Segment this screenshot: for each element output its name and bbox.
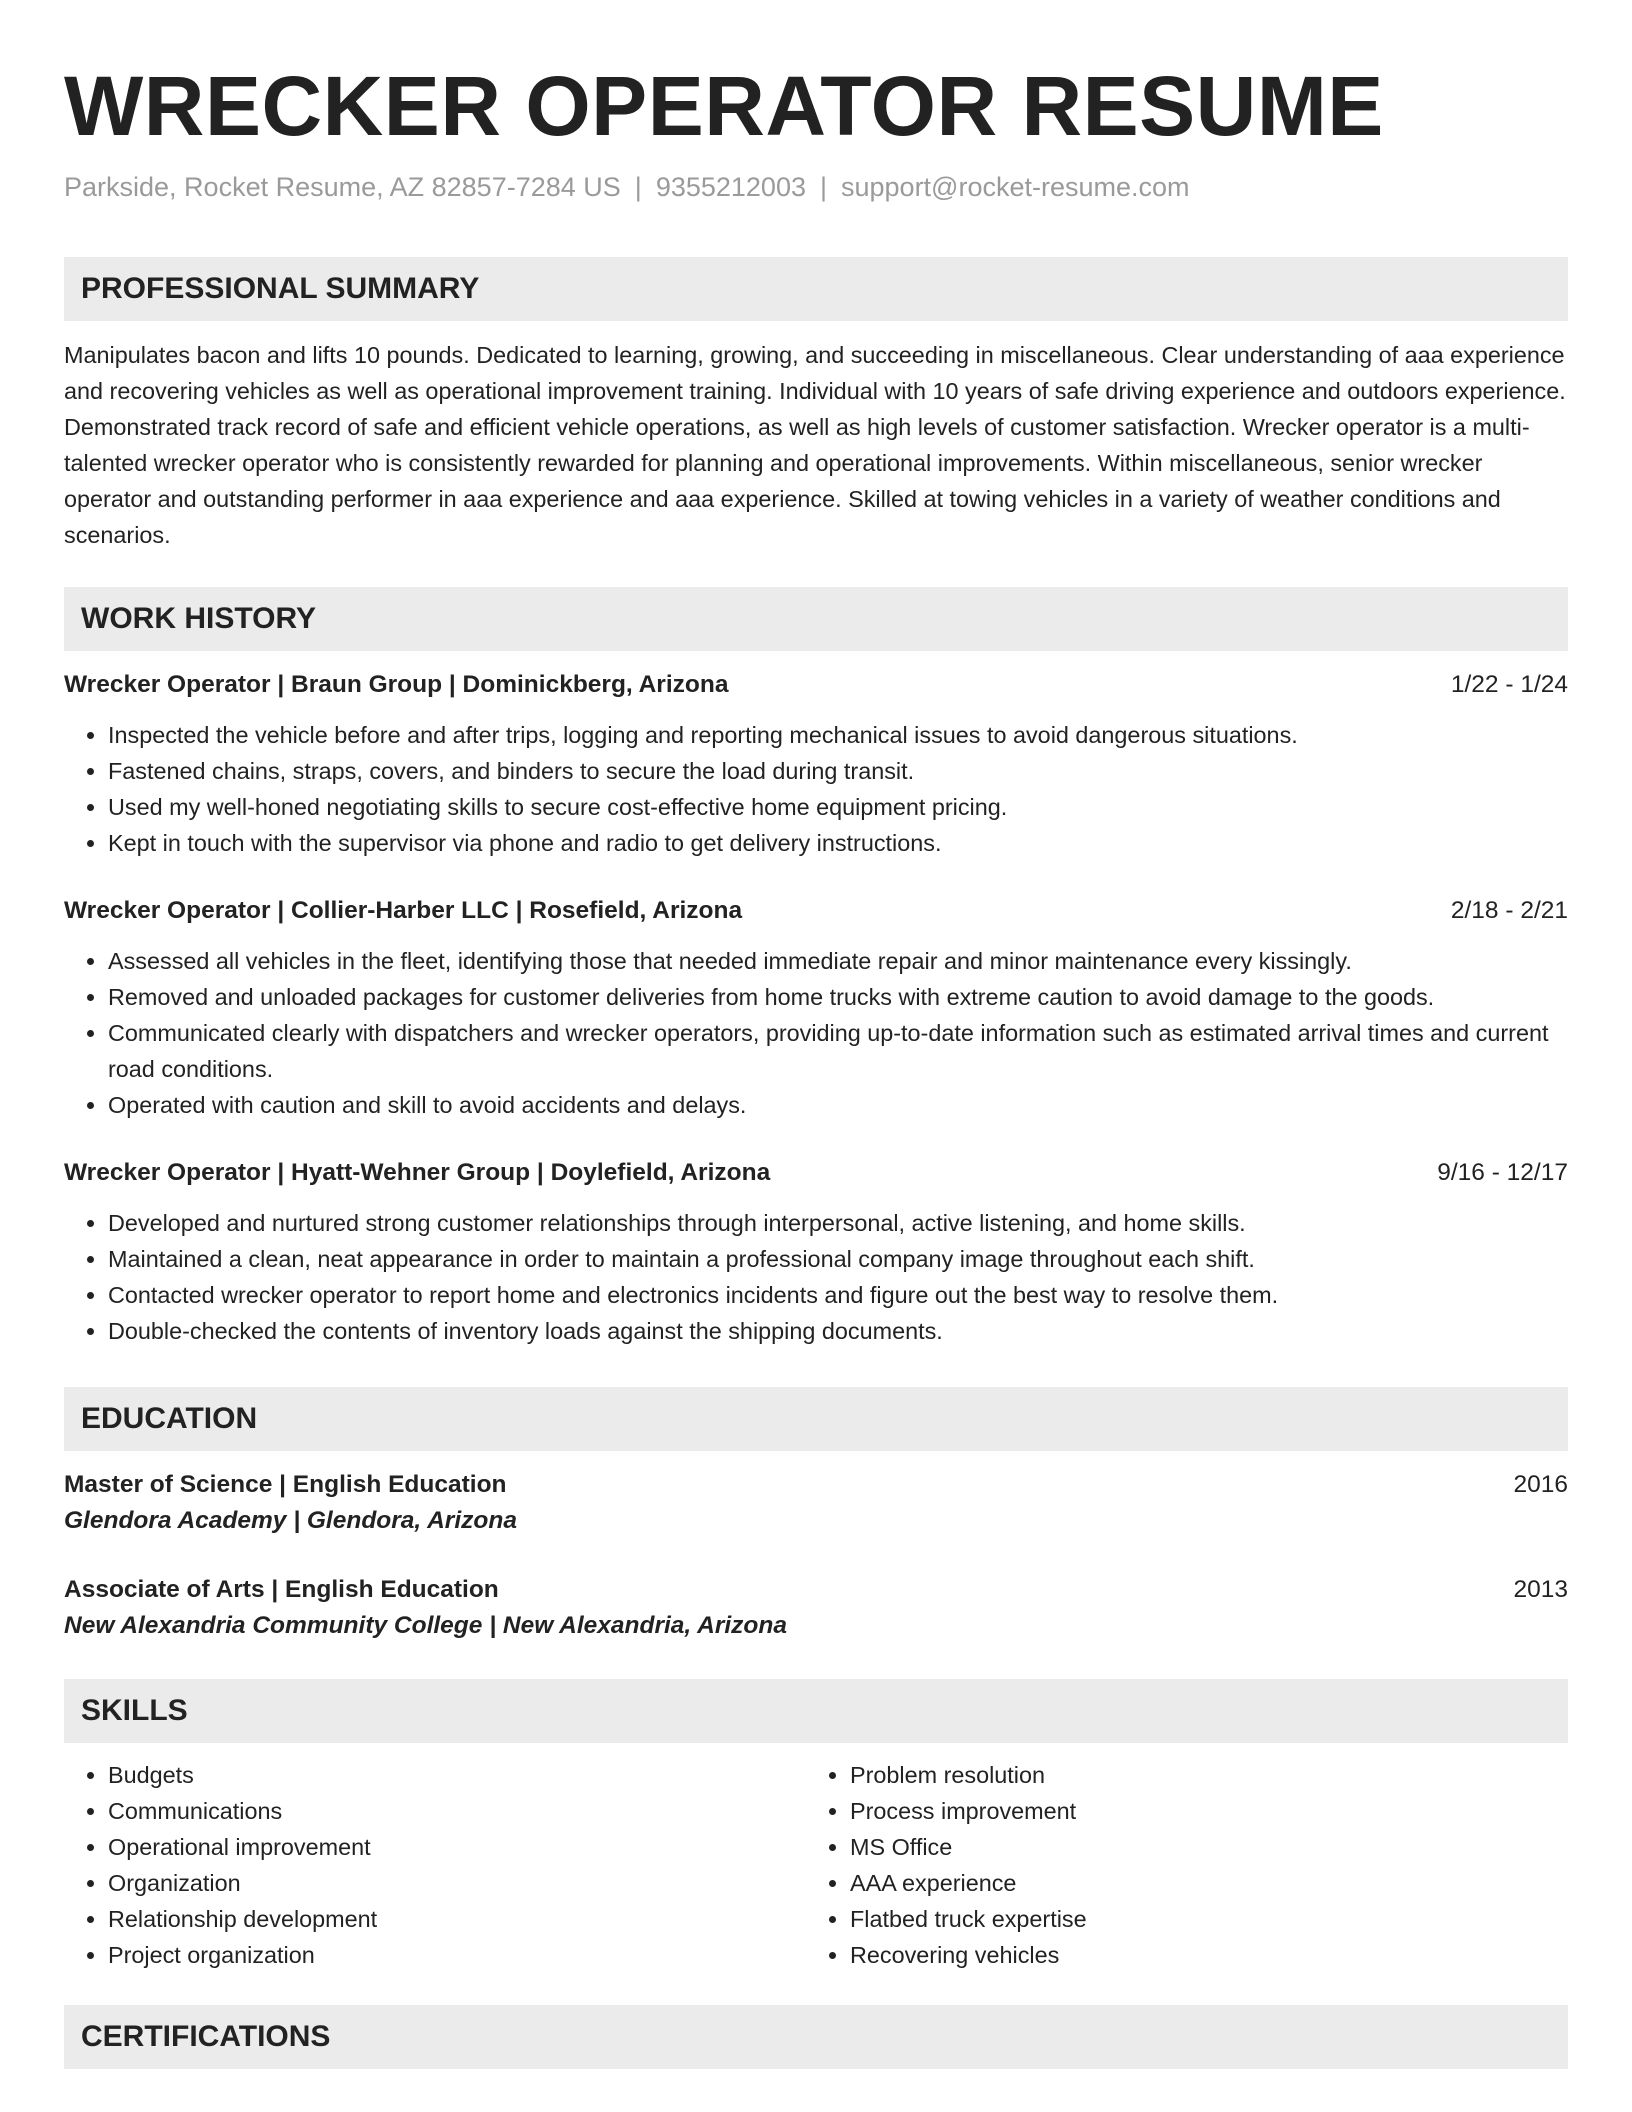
job-entry: [64, 667, 1568, 861]
job-bullet: • Used my well-honed negotiating skills to secure cost-effective home equipment pricing.: [108, 789, 1568, 825]
job-dates: 2/18 - 2/21: [1450, 897, 1568, 924]
education-degree: Associate of Arts | English Education: [64, 1576, 499, 1603]
section-title-skills: SKILLS: [64, 1679, 1568, 1743]
skill-item: • Flatbed truck expertise: [850, 1901, 1548, 1937]
job-entry: [64, 1155, 1568, 1349]
skill-item: • Recovering vehicles: [850, 1937, 1548, 1973]
education-year: 2013: [1513, 1576, 1568, 1603]
contact-separator: |: [819, 172, 827, 202]
education-entry: [64, 1572, 1568, 1644]
skill-item: • Budgets: [108, 1757, 806, 1793]
contact-line: [64, 170, 1568, 204]
job-heading: Wrecker Operator | Collier-Harber LLC | Rosefield, Arizona: [64, 897, 743, 924]
section-title-education: EDUCATION: [64, 1387, 1568, 1451]
job-bullet: • Double-checked the contents of inventory loads against the shipping documents.: [108, 1313, 1568, 1349]
skill-item: • MS Office: [850, 1829, 1548, 1865]
job-bullet: • Maintained a clean, neat appearance in order to maintain a professional company image throughout each shift.: [108, 1241, 1568, 1277]
contact-separator: |: [634, 172, 642, 202]
section-title-certifications: CERTIFICATIONS: [64, 2005, 1568, 2069]
skill-item: • Operational improvement: [108, 1829, 806, 1865]
skills-column-right: [806, 1757, 1548, 1973]
section-title-work-history: WORK HISTORY: [64, 587, 1568, 651]
resume-page: [64, 0, 1568, 2069]
resume-title: WRECKER OPERATOR RESUME: [64, 59, 1384, 153]
job-bullet: • Operated with caution and skill to avoid accidents and delays.: [108, 1087, 1568, 1123]
job-bullets: [64, 1205, 1568, 1349]
section-title-summary: PROFESSIONAL SUMMARY: [64, 257, 1568, 321]
job-dates: 1/22 - 1/24: [1450, 671, 1568, 698]
job-bullet: • Contacted wrecker operator to report home and electronics incidents and figure out the best way to resolve them.: [108, 1277, 1568, 1313]
skill-item: • Project organization: [108, 1937, 806, 1973]
skill-item: • Organization: [108, 1865, 806, 1901]
skills-column-left: [64, 1757, 806, 1973]
job-bullet: • Kept in touch with the supervisor via phone and radio to get delivery instructions.: [108, 825, 1568, 861]
education-entry: [64, 1467, 1568, 1539]
job-bullet: • Assessed all vehicles in the fleet, identifying those that needed immediate repair and minor maintenance every kissingly.: [108, 943, 1568, 979]
job-dates: 9/16 - 12/17: [1437, 1159, 1568, 1186]
job-bullet: • Developed and nurtured strong customer relationships through interpersonal, active listening, and home skills.: [108, 1205, 1568, 1241]
job-bullet: • Fastened chains, straps, covers, and binders to secure the load during transit.: [108, 753, 1568, 789]
education-degree: Master of Science | English Education: [64, 1471, 507, 1498]
education-school: Glendora Academy | Glendora, Arizona: [64, 1507, 517, 1534]
job-bullet: • Inspected the vehicle before and after trips, logging and reporting mechanical issues to avoid dangerous situations.: [108, 717, 1568, 753]
contact-address: Parkside, Rocket Resume, AZ 82857-7284 US: [64, 172, 621, 202]
skill-item: • Communications: [108, 1793, 806, 1829]
skill-item: • Problem resolution: [850, 1757, 1548, 1793]
skills-list: [64, 1757, 1568, 1973]
skill-item: • Process improvement: [850, 1793, 1548, 1829]
job-bullet: • Communicated clearly with dispatchers and wrecker operators, providing up-to-date information such as estimated arrival times and current road conditions.: [108, 1015, 1568, 1087]
education-school: New Alexandria Community College | New Alexandria, Arizona: [64, 1612, 787, 1639]
contact-phone: 9355212003: [655, 172, 806, 202]
skill-item: • Relationship development: [108, 1901, 806, 1937]
summary-text: Manipulates bacon and lifts 10 pounds. Dedicated to learning, growing, and succeeding in miscellaneous. Clear understanding of aaa experience and recovering vehicles as well as operational improvement training. Individual with 10 years of safe driving experience and outdoors experience. Demonstrated track record of safe and efficient vehicle operations, as well as high levels of customer satisfaction. Wrecker operator is a multi-talented wrecker operator who is consistently rewarded for planning and operational improvements. Within miscellaneous, senior wrecker operator and outstanding performer in aaa experience and aaa experience. Skilled at towing vehicles in a variety of weather conditions and scenarios.: [64, 342, 1566, 548]
job-entry: [64, 893, 1568, 1123]
job-bullets: [64, 943, 1568, 1123]
job-heading: Wrecker Operator | Braun Group | Dominickberg, Arizona: [64, 671, 729, 698]
skill-item: • AAA experience: [850, 1865, 1548, 1901]
contact-email: support@rocket-resume.com: [841, 172, 1190, 202]
education-year: 2016: [1513, 1471, 1568, 1498]
job-bullet: • Removed and unloaded packages for customer deliveries from home trucks with extreme caution to avoid damage to the goods.: [108, 979, 1568, 1015]
job-heading: Wrecker Operator | Hyatt-Wehner Group | Doylefield, Arizona: [64, 1159, 771, 1186]
job-bullets: [64, 717, 1568, 861]
